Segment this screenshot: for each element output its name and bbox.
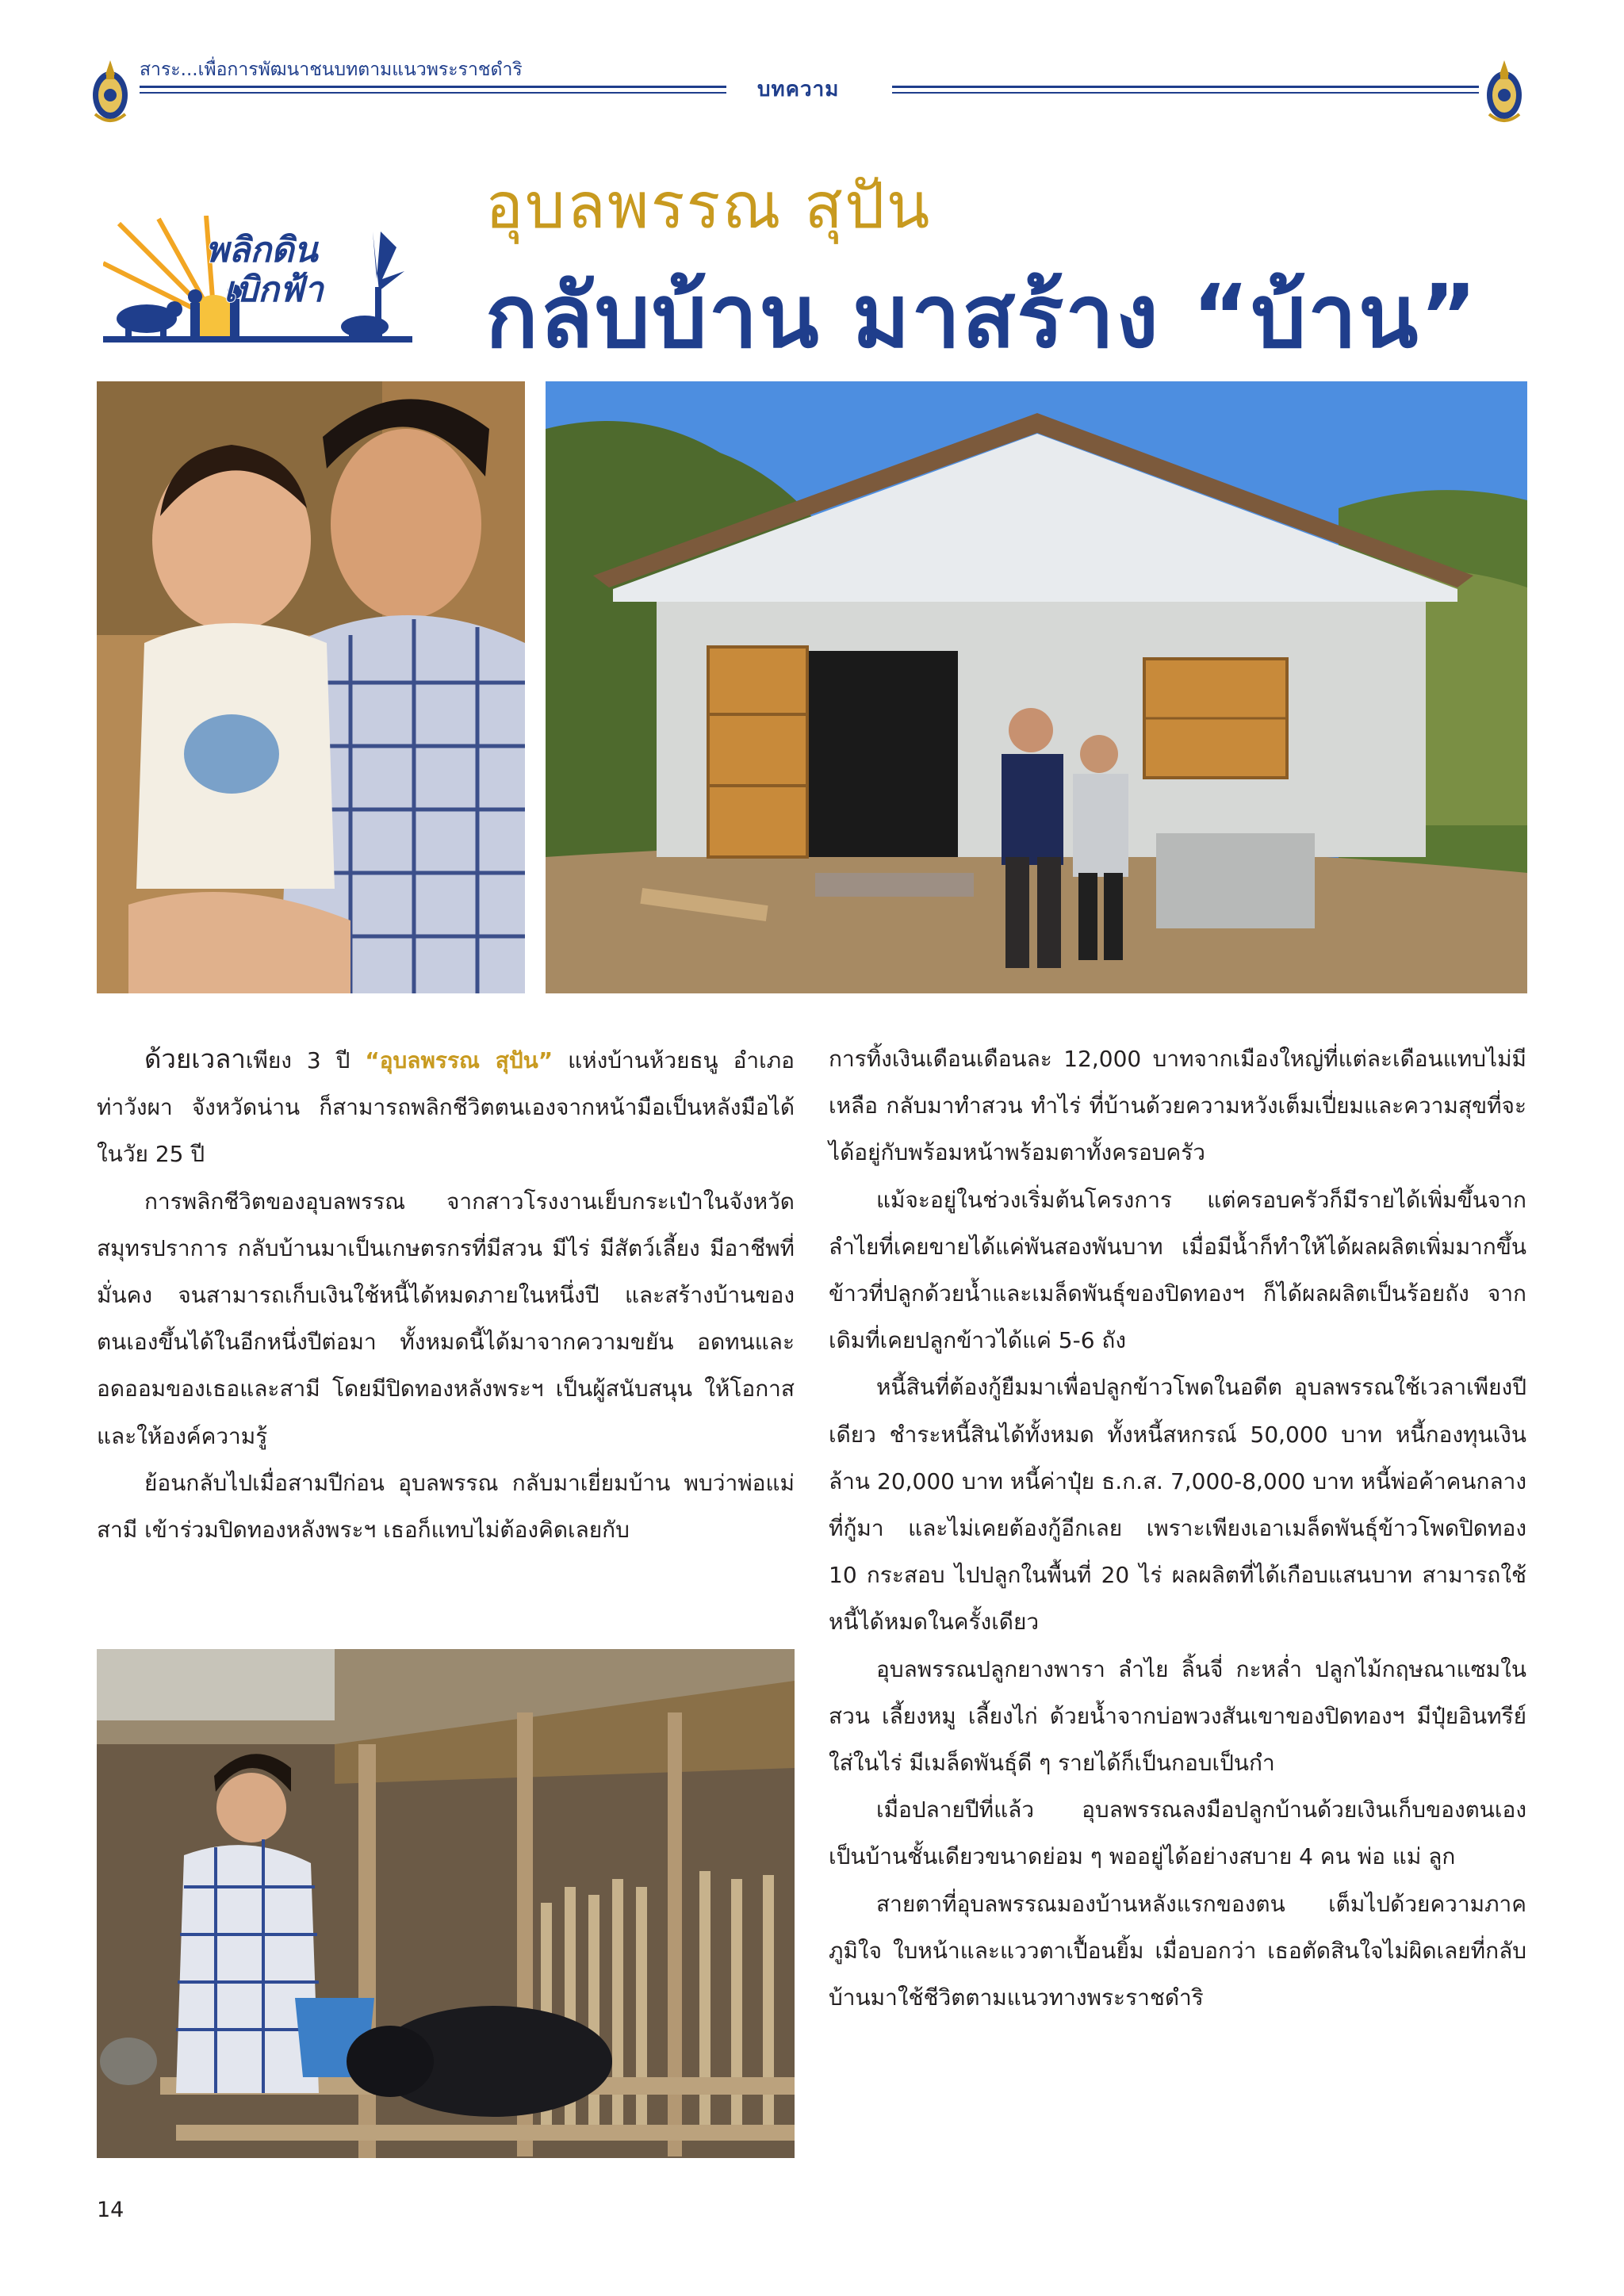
- section-label: บทความ: [757, 78, 840, 101]
- paragraph-1: ด้วยเวลาเพียง 3 ปี “อุบลพรรณ สุปัน” แห่งบ้านห้วยธนู อำเภอท่าวังผา จังหวัดน่าน ก็สามารถพลิกชีวิตตนเองจากหน้ามือเป็นหลังมือได้ ในวัย 25 ปี: [97, 1043, 795, 1168]
- article-column-left: [97, 1035, 795, 1553]
- paragraph-2: การพลิกชีวิตของอุบลพรรณ จากสาวโรงงานเย็บกระเป๋าในจังหวัดสมุทรปราการ กลับบ้านมาเป็นเกษตรกรที่มีสวน มีไร่ มีสัตว์เลี้ยง มีอาชีพที่มั่นคง จนสามารถเก็บเงินใช้หนี้ได้หมดภายในหนึ่งปี และสร้างบ้านของตนเองขึ้นได้ในอีกหนึ่งปีต่อมา ทั้งหมดนี้ได้มาจากความขยัน อดทนและอดออมของเธอและสามี โดยมีปิดทองหลังพระฯ เป็นผู้สนับสนุน ให้โอกาสและให้องค์ความรู้: [97, 1188, 795, 1449]
- header-rule-left: [140, 86, 726, 88]
- new-house-couple-photo: [546, 381, 1527, 993]
- paragraph-5: หนี้สินที่ต้องกู้ยืมมาเพื่อปลูกข้าวโพดในอดีต อุบลพรรณใช้เวลาเพียงปีเดียว ชำระหนี้สินได้ทั้งหมด ทั้งหนี้สหกรณ์ 50,000 บาท หนี้กองทุนเงินล้าน 20,000 บาท หนี้ค่าปุ๋ย ธ.ก.ส. 7,000-8,000 บาท หนี้พ่อค้าคนกลางที่กู้มา และไม่เคยต้องกู้อีกเลย เพราะเพียงเอาเมล็ดพันธุ์ข้าวโพดปิดทอง 10 กระสอบ ไปปลูกในพื้นที่ 20 ไร่ ผลผลิตที่ได้เกือบแสนบาท สามารถใช้หนี้ได้หมดในครั้งเดียว: [829, 1374, 1526, 1636]
- paragraph-7: เมื่อปลายปีที่แล้ว อุบลพรรณลงมือปลูกบ้านด้วยเงินเก็บของตนเอง เป็นบ้านชั้นเดียวขนาดย่อม ๆ พออยู่ได้อย่างสบาย 4 คน พ่อ แม่ ลูก: [829, 1797, 1526, 1870]
- logo-line2: เบิกฟ้า: [224, 270, 324, 310]
- woman-feeding-pig-photo: [97, 1649, 795, 2158]
- header-rule-right-2: [892, 92, 1479, 94]
- logo-line1: พลิกดิน: [205, 230, 318, 270]
- paragraph-3-continued: การทิ้งเงินเดือนเดือนละ 12,000 บาทจากเมืองใหญ่ที่แต่ละเดือนแทบไม่มีเหลือ กลับมาทำสวน ทำไร่ ที่บ้านด้วยความหวังเต็มเปี่ยมและความสุขที่จะได้อยู่กับพร้อมหน้าพร้อมตาทั้งครอบครัว: [829, 1046, 1526, 1166]
- mother-and-child-photo: [97, 381, 525, 993]
- page-number: 14: [97, 2198, 124, 2222]
- paragraph-6: อุบลพรรณปลูกยางพารา ลำไย ลิ้นจี่ กะหล่ำ ปลูกไม้กฤษณาแซมในสวน เลี้ยงหมู เลี้ยงไก่ ด้วยน้ำจากบ่อพวงสันเขาของปิดทองฯ มีปุ๋ยอินทรีย์ใส่ในไร่ มีเมล็ดพันธุ์ดี ๆ รายได้ก็เป็นกอบเป็นกำ: [829, 1655, 1526, 1777]
- subject-name-highlight: “อุบลพรรณ สุปัน”: [365, 1047, 553, 1073]
- lead-word: ด้วยเวลา: [144, 1043, 246, 1074]
- column-logo: [103, 216, 412, 342]
- paragraph-4: แม้จะอยู่ในช่วงเริ่มต้นโครงการ แต่ครอบครัวก็มีรายได้เพิ่มขึ้นจากลำไยที่เคยขายได้แค่พันสองพันบาท เมื่อมีน้ำก็ทำให้ได้ผลผลิตเพิ่มมากขึ้น ข้าวที่ปลูกด้วยน้ำและเมล็ดพันธุ์ของปิดทองฯ ก็ได้ผลผลิตเป็นร้อยถัง จากเดิมที่เคยปลูกข้าวได้แค่ 5-6 ถัง: [829, 1186, 1526, 1354]
- paragraph-8: สายตาที่อุบลพรรณมองบ้านหลังแรกของตน เต็มไปด้วยความภาคภูมิใจ ใบหน้าและแววตาเปื้อนยิ้ม เมื่อบอกว่า เธอตัดสินใจไม่ผิดเลยที่กลับบ้านมาใช้ชีวิตตามแนวทางพระราชดำริ: [829, 1890, 1526, 2011]
- header-rule-left-2: [140, 92, 726, 94]
- header-series-title: สาระ...เพื่อการพัฒนาชนบทตามแนวพระราชดำริ: [140, 59, 523, 80]
- header-rule-right: [892, 86, 1479, 88]
- paragraph-3: ย้อนกลับไปเมื่อสามปีก่อน อุบลพรรณ กลับมาเยี่ยมบ้าน พบว่าพ่อแม่สามี เข้าร่วมปิดทองหลังพระฯ เธอก็แทบไม่ต้องคิดเลยกับ: [97, 1469, 795, 1544]
- article-headline: กลับบ้าน มาสร้าง “บ้าน”: [485, 266, 1479, 367]
- royal-emblem-icon-right: [1483, 57, 1526, 124]
- article-subject-name: อุบลพรรณ สุปัน: [485, 169, 932, 243]
- article-column-right: [829, 1035, 1526, 2021]
- royal-emblem-icon-left: [89, 57, 132, 124]
